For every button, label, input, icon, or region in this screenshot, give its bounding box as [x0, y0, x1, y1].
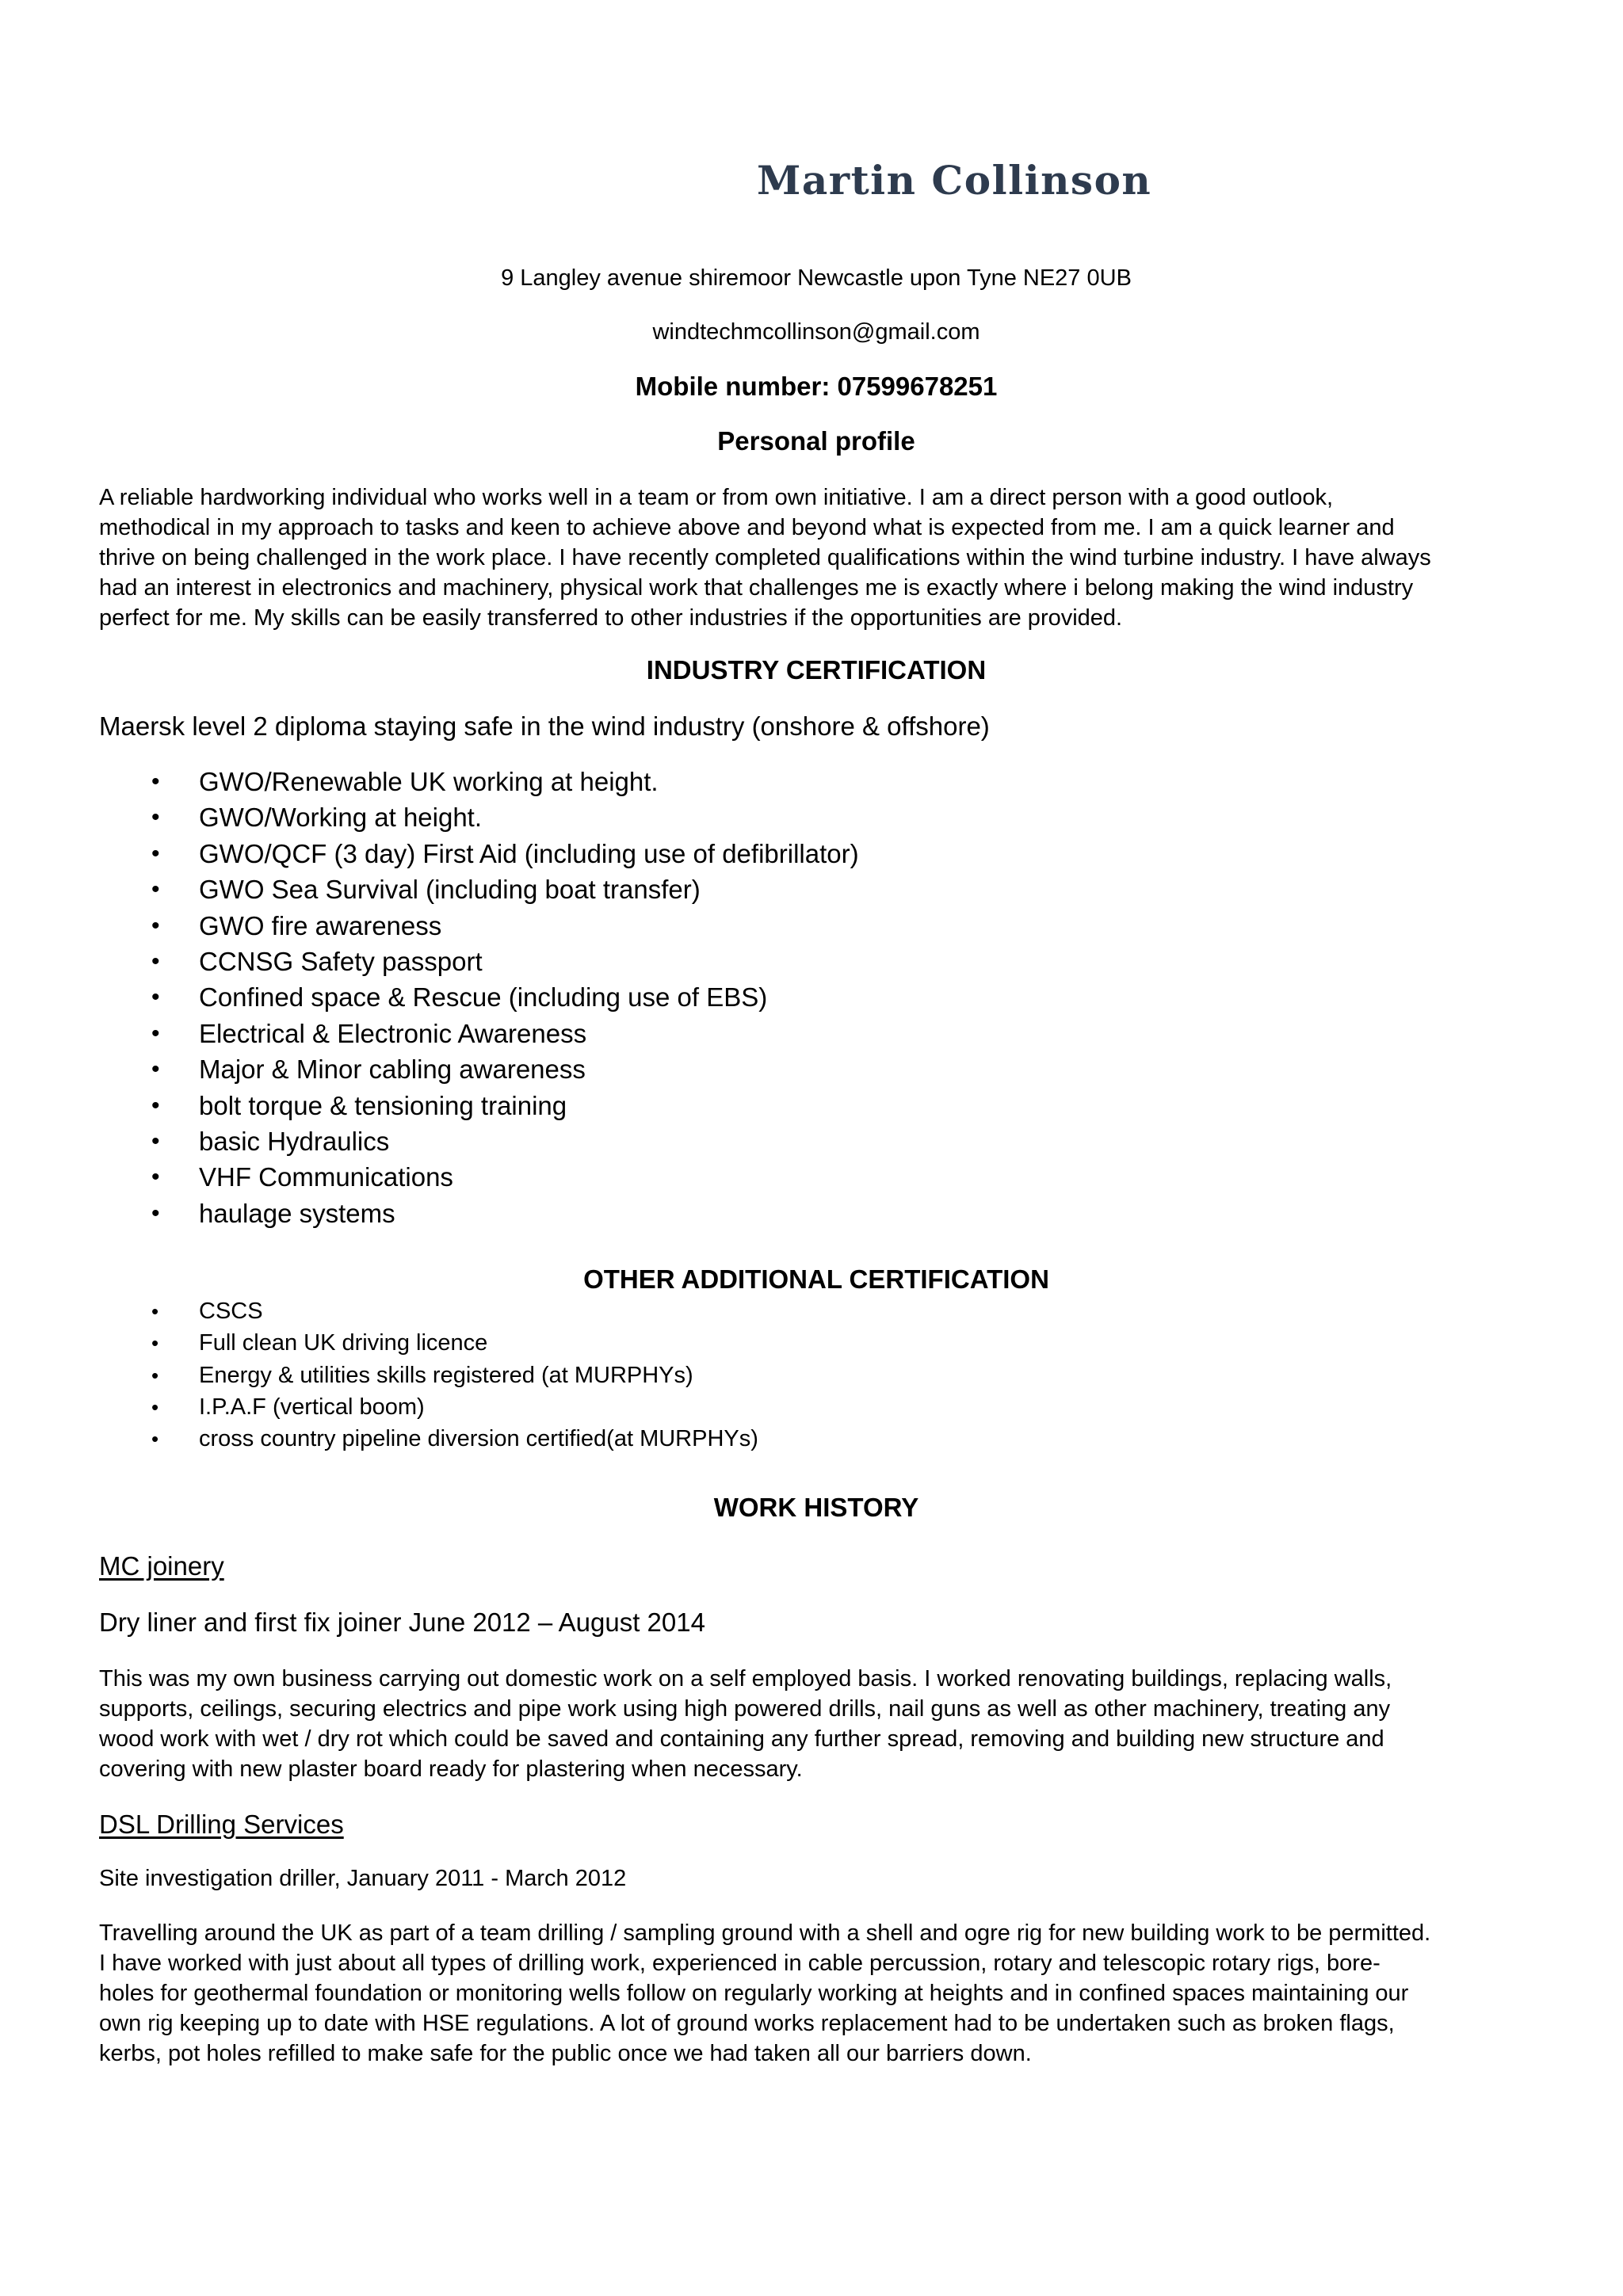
mobile-line: Mobile number: 07599678251	[635, 372, 998, 401]
list-item: • GWO/QCF (3 day) First Aid (including use of defibrillator)	[151, 838, 859, 868]
profile-line: A reliable hardworking individual who works well in a team or from own initiative. I am a direct person with a good outlook,	[99, 485, 1334, 510]
bullet-icon: •	[151, 1020, 160, 1047]
bullet-icon: •	[151, 1299, 159, 1323]
profile-line: methodical in my approach to tasks and keen to achieve above and beyond what is expected from me. I am a quick learner and	[99, 515, 1395, 540]
description-line: own rig keeping up to date with HSE regulations. A lot of ground works replacement had to be undertaken such as broken flags,	[99, 2011, 1395, 2036]
profile-paragraph	[99, 482, 1533, 633]
other-certification-list	[99, 1298, 758, 1457]
list-item: • GWO fire awareness	[151, 910, 442, 940]
company-mc-joinery: MC joinery	[99, 1551, 224, 1581]
bullet-icon: •	[151, 1199, 160, 1226]
list-item: • Major & Minor cabling awareness	[151, 1055, 586, 1085]
list-item: • haulage systems	[151, 1198, 395, 1228]
profile-heading: Personal profile	[717, 426, 915, 456]
description-line: wood work with wet / dry rot which could be saved and containing any further spread, removing and building new structure and	[99, 1726, 1384, 1752]
profile-line: perfect for me. My skills can be easily transferred to other industries if the opportunities are provided.	[99, 605, 1123, 631]
description-line: kerbs, pot holes refilled to make safe for the public once we had taken all our barriers down.	[99, 2041, 1032, 2066]
job-role: Site investigation driller, January 2011 - March 2012	[99, 1866, 627, 1891]
bullet-icon: •	[151, 1092, 160, 1119]
description-line: holes for geothermal foundation or monitoring wells follow on regularly working at heights and in confined spaces maintaining our	[99, 1981, 1409, 2006]
list-item: • cross country pipeline diversion certified(at MURPHYs)	[151, 1426, 758, 1451]
bullet-icon: •	[151, 840, 160, 867]
description-line: I have worked with just about all types of drilling work, experienced in cable percussion, rotary and telescopic rotary rigs, bore-	[99, 1951, 1381, 1976]
email-line: windtechmcollinson@gmail.com	[652, 319, 980, 345]
profile-line: thrive on being challenged in the work place. I have recently completed qualifications within the wind turbine industry. I have always	[99, 545, 1431, 570]
bullet-icon: •	[151, 769, 160, 795]
industry-certification-heading: INDUSTRY CERTIFICATION	[646, 655, 987, 685]
job-description	[99, 1664, 1533, 1784]
candidate-name: Martin Collinson	[757, 157, 1152, 204]
list-item: • Confined space & Rescue (including use of EBS)	[151, 982, 768, 1013]
list-item: • Full clean UK driving licence	[151, 1330, 488, 1356]
industry-certification-list	[99, 767, 859, 1234]
bullet-icon: •	[151, 1164, 160, 1191]
list-item: • GWO/Renewable UK working at height.	[151, 767, 659, 796]
bullet-icon: •	[151, 912, 160, 939]
description-line: This was my own business carrying out domestic work on a self employed basis. I worked renovating buildings, replacing walls,	[99, 1666, 1392, 1691]
other-certification-heading: OTHER ADDITIONAL CERTIFICATION	[583, 1264, 1049, 1294]
list-item: • Electrical & Electronic Awareness	[151, 1018, 587, 1048]
list-item: • bolt torque & tensioning training	[151, 1090, 567, 1120]
job-description	[99, 1918, 1533, 2069]
bullet-icon: •	[151, 984, 160, 1011]
list-item: • GWO/Working at height.	[151, 803, 483, 833]
address-line: 9 Langley avenue shiremoor Newcastle upon Tyne NE27 0UB	[501, 265, 1132, 291]
bullet-icon: •	[151, 1127, 160, 1154]
description-line: covering with new plaster board ready for plastering when necessary.	[99, 1756, 803, 1782]
list-item: • Energy & utilities skills registered (at MURPHYs)	[151, 1362, 693, 1388]
list-item: • CCNSG Safety passport	[151, 946, 483, 976]
bullet-icon: •	[151, 1056, 160, 1083]
list-item: • CSCS	[151, 1299, 263, 1324]
bullet-icon: •	[151, 1363, 159, 1387]
bullet-icon: •	[151, 1427, 159, 1451]
maersk-diploma-line: Maersk level 2 diploma staying safe in the wind industry (onshore & offshore)	[99, 711, 990, 741]
list-item: • VHF Communications	[151, 1162, 453, 1192]
bullet-icon: •	[151, 1331, 159, 1356]
description-line: Travelling around the UK as part of a team drilling / sampling ground with a shell and ogre rig for new building work to be permitted.	[99, 1920, 1431, 1946]
bullet-icon: •	[151, 804, 160, 831]
description-line: supports, ceilings, securing electrics and pipe work using high powered drills, nail guns as well as other machinery, treating any	[99, 1696, 1391, 1722]
list-item: • I.P.A.F (vertical boom)	[151, 1394, 425, 1420]
list-item: • basic Hydraulics	[151, 1126, 390, 1156]
profile-line: had an interest in electronics and machinery, physical work that challenges me is exactly where i belong making the wind industry	[99, 575, 1414, 601]
work-history-heading: WORK HISTORY	[713, 1493, 919, 1522]
job-role: Dry liner and first fix joiner June 2012 – August 2014	[99, 1608, 705, 1637]
bullet-icon: •	[151, 1394, 159, 1419]
bullet-icon: •	[151, 948, 160, 974]
list-item: • GWO Sea Survival (including boat transfer)	[151, 875, 701, 905]
bullet-icon: •	[151, 876, 160, 903]
company-dsl-drilling: DSL Drilling Services	[99, 1810, 344, 1839]
